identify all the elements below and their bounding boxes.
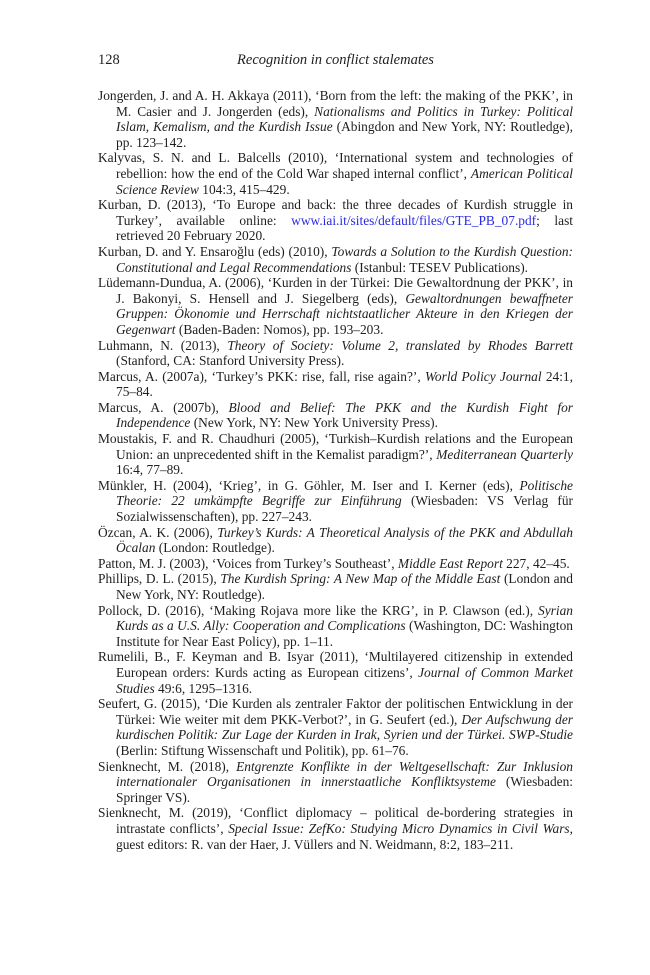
reference-text: Münkler, H. (2004), ‘Krieg’, in G. Göhler, M. Iser and I. Kerner (eds), [98,477,520,493]
reference-entry [98,338,573,369]
reference-text: (Wiesbaden: Springer VS). [116,774,574,805]
reference-text: Patton, M. J. (2003), ‘Voices from Turkey’s Southeast’, [98,555,398,571]
reference-title: Der Aufschwung der kurdischen Politik: Zur Lage der Kurden in Irak, Syrien und der Türkei. SWP-Studie [116,711,573,743]
page-number: 128 [98,52,120,68]
reference-text: Özcan, A. K. (2006), [98,524,218,540]
reference-entry [98,150,573,197]
reference-title: Theory of Society: Volume 2, translated by Rhodes Barrett [227,337,573,353]
reference-text: , guest editors: R. van der Haer, J. Vüllers and N. Weidmann, 8:2, 183–211. [116,820,573,852]
reference-text: ; last retrieved 20 February 2020. [116,212,574,244]
reference-text: Moustakis, F. and R. Chaudhuri (2005), ‘Turkish–Kurdish relations and the European Union: an unprecedented shift in the Kemalist paradigm?’, [98,431,573,462]
reference-text: (Stanford, CA: Stanford University Press). [116,353,345,369]
reference-text: Luhmann, N. (2013), [98,337,228,353]
reference-text: 24:1, 75–84. [116,368,573,400]
reference-text: 104:3, 415–429. [198,181,290,197]
reference-text: (Abingdon and New York, NY: Routledge), pp. 123–142. [116,119,573,150]
reference-entry [98,696,573,758]
reference-title: Special Issue: ZefKo: Studying Micro Dynamics in Civil Wars [228,820,570,836]
reference-entry [98,369,573,400]
reference-text: Pollock, D. (2016), ‘Making Rojava more like the KRG’, in P. Clawson (ed.), [98,602,539,618]
reference-entry [98,759,573,806]
reference-url[interactable]: www.iai.it/sites/default/files/GTE_PB_07.pdf [291,212,537,228]
reference-title: Mediterranean Quarterly [436,446,574,462]
reference-title: Gewaltordnungen bewaffneter Gruppen: Ökonomie und Herrschaft nichtstaatlicher Akteure in den Kriegen der Gegenwart [116,290,573,337]
reference-text: Phillips, D. L. (2015), [98,571,221,587]
reference-title: World Policy Journal [424,368,542,384]
reference-text: 49:6, 1295–1316. [154,680,253,696]
reference-entry [98,244,573,275]
reference-text: (Washington, DC: Washington Institute for Near East Policy), pp. 1–11. [116,618,573,649]
reference-text: (London and New York, NY: Routledge). [116,571,574,602]
reference-text: (Baden-Baden: Nomos), pp. 193–203. [175,321,384,337]
reference-text: (Istanbul: TESEV Publications). [351,259,529,275]
reference-entry [98,649,573,696]
reference-text: Kurban, D. and Y. Ensaroğlu (eds) (2010), [98,243,332,259]
reference-entry [98,805,573,852]
reference-entry [98,88,573,150]
reference-entry [98,478,573,525]
reference-title: Politische Theorie: 22 umkämpfte Begriffe zur Einführung [116,477,573,509]
reference-title: The Kurdish Spring: A New Map of the Middle East [220,571,501,587]
page-header [98,52,573,72]
reference-title: Turkey’s Kurds: A Theoretical Analysis of the PKK and Abdullah Öcalan [116,524,573,556]
reference-entry [98,431,573,478]
running-title: Recognition in conflict stalemates [237,52,434,68]
reference-entry [98,275,573,337]
reference-title: Syrian Kurds as a U.S. Ally: Cooperation and Complications [116,602,573,634]
reference-entry [98,603,573,650]
reference-entry [98,525,573,556]
reference-text: (London: Routledge). [155,540,275,556]
reference-list [98,88,573,852]
reference-text: Marcus, A. (2007b), [98,399,229,415]
reference-title: Towards a Solution to the Kurdish Question: Constitutional and Legal Recommendations [116,243,574,275]
reference-text: Marcus, A. (2007a), ‘Turkey’s PKK: rise, fall, rise again?’, [98,368,425,384]
reference-title: Blood and Belief: The PKK and the Kurdish Fight for Independence [116,399,574,431]
reference-text: Jongerden, J. and A. H. Akkaya (2011), ‘Born from the left: the making of the PKK’, in M. Casier and J. Jongerden (eds), [98,88,573,119]
reference-text: 227, 42–45. [502,555,570,571]
reference-title: Middle East Report [397,555,503,571]
reference-entry [98,400,573,431]
reference-entry [98,571,573,602]
reference-title: Journal of Common Market Studies [116,664,573,696]
reference-entry [98,197,573,244]
reference-text: Seufert, G. (2015), ‘Die Kurden als zentraler Faktor der politischen Entwicklung in der Türkei: Wie weiter mit dem PKK-Verbot?’, in G. Seufert (ed.), [98,696,573,727]
reference-text: Kalyvas, S. N. and L. Balcells (2010), ‘International system and technologies of rebellion: how the end of the Cold War shaped internal conflict’, [98,150,573,181]
reference-text: Lüdemann-Dundua, A. (2006), ‘Kurden in der Türkei: Die Gewaltordnung der PKK’, in J. Bakonyi, S. Hensell and J. Siegelberg (eds), [98,275,573,306]
reference-text: Rumelili, B., F. Keyman and B. Isyar (2011), ‘Multilayered citizenship in extended European orders: Kurds acting as European citizens’, [98,649,573,680]
reference-title: Nationalisms and Politics in Turkey: Political Islam, Kemalism, and the Kurdish Issue [116,103,574,135]
reference-text: Sienknecht, M. (2018), [98,758,237,774]
reference-text: Sienknecht, M. (2019), ‘Conflict diplomacy – political de-bordering strategies in intrastate conflicts’, [98,805,573,836]
reference-text: (Wiesbaden: VS Verlag für Sozialwissenschaften), pp. 227–243. [116,493,573,525]
reference-text: (New York, NY: New York University Press). [190,415,438,431]
reference-text: (Berlin: Stiftung Wissenschaft und Politik), pp. 61–76. [116,742,409,758]
reference-text: Kurban, D. (2013), ‘To Europe and back: the three decades of Kurdish struggle in Turkey’, available online: [98,197,573,228]
reference-title: American Political Science Review [116,165,573,197]
reference-title: Entgrenzte Konflikte in der Weltgesellschaft: Zur Inklusion internationaler Organisationen in innerstaatliche Konfliktsysteme [116,758,573,790]
reference-text: 16:4, 77–89. [116,462,184,478]
reference-entry [98,556,573,572]
